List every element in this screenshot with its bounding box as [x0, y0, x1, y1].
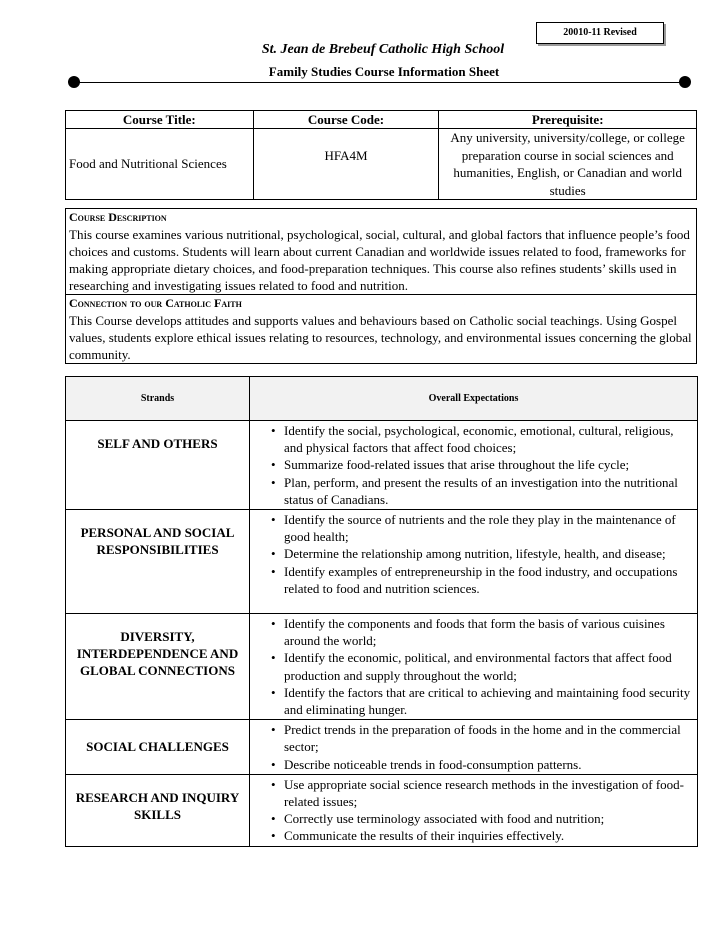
course-info-table — [65, 110, 697, 200]
prerequisite-value: Any university, university/college, or college preparation course in social sciences and humanities, English, or Canadian and world studies — [439, 129, 697, 200]
list-item: • Determine the relationship among nutrition, lifestyle, health, and disease; — [251, 545, 692, 562]
course-code-value: HFA4M — [253, 129, 439, 200]
strands-table — [65, 376, 698, 847]
course-title-label: Course Title: — [66, 111, 254, 129]
table-row — [66, 614, 698, 720]
course-description-cell — [66, 209, 697, 295]
list-item: • Identify the source of nutrients and the role they play in the maintenance of good health; — [251, 511, 692, 545]
course-code-label: Course Code: — [253, 111, 439, 129]
sheet-title: Family Studies Course Information Sheet — [268, 64, 500, 79]
strand-name: SELF AND OTHERS — [66, 421, 250, 510]
expectations-list — [251, 615, 696, 718]
header-divider — [74, 82, 684, 83]
table-row — [66, 510, 698, 614]
prerequisite-label: Prerequisite: — [439, 111, 697, 129]
course-description-heading: Course Description — [69, 210, 167, 224]
course-title-value: Food and Nutritional Sciences — [66, 129, 254, 200]
list-item: • Predict trends in the preparation of foods in the home and in the commercial sector; — [251, 721, 692, 755]
expectations-list — [251, 422, 696, 508]
course-description-text: This course examines various nutritional, psychological, social, cultural, and global factors that influence people’s food choices and customs. Students will learn about current Canadian and worldwide issues related to food, frameworks for making appropriate dietary choices, and food-preparation techniques. This course also refines students’ skills used in researching and investigating issues related to food and nutrition. — [69, 227, 690, 293]
list-item: • Correctly use terminology associated with food and nutrition; — [251, 810, 692, 827]
expectations-cell — [250, 720, 698, 775]
catholic-faith-cell — [66, 295, 697, 364]
strands-header: Strands — [66, 377, 250, 421]
table-row — [66, 720, 698, 775]
list-item: • Identify the economic, political, and environmental factors that affect food production and supply throughout the world; — [251, 649, 692, 683]
expectations-cell — [250, 774, 698, 846]
list-item: • Identify examples of entrepreneurship in the food industry, and occupations related to food and nutrition sciences. — [251, 563, 692, 597]
list-item: • Summarize food-related issues that arise throughout the life cycle; — [251, 456, 692, 473]
description-table — [65, 208, 697, 364]
catholic-faith-heading: Connection to our Catholic Faith — [69, 296, 242, 310]
catholic-faith-text: This Course develops attitudes and supports values and behaviours based on Catholic social teachings. Using Gospel values, students explore ethical issues relating to resources, technology, and environmental issues concerning the global community. — [69, 313, 692, 362]
expectations-cell — [250, 421, 698, 510]
expectations-list — [251, 721, 696, 773]
expectations-header: Overall Expectations — [250, 377, 698, 421]
revision-badge: 20010-11 Revised — [536, 22, 664, 44]
expectations-cell — [250, 614, 698, 720]
strand-name: SOCIAL CHALLENGES — [66, 720, 250, 775]
table-row — [66, 774, 698, 846]
expectations-list — [251, 776, 696, 845]
list-item: • Use appropriate social science research methods in the investigation of food-related issues; — [251, 776, 692, 810]
list-item: • Communicate the results of their inquiries effectively. — [251, 827, 692, 844]
strand-name: DIVERSITY, INTERDEPENDENCE AND GLOBAL CONNECTIONS — [66, 614, 250, 720]
table-row — [66, 421, 698, 510]
list-item: • Identify the factors that are critical to achieving and maintaining food security and eliminating hunger. — [251, 684, 692, 718]
school-name: St. Jean de Brebeuf Catholic High School — [261, 42, 505, 57]
strand-name: RESEARCH AND INQUIRY SKILLS — [66, 774, 250, 846]
expectations-cell — [250, 510, 698, 614]
list-item: • Plan, perform, and present the results of an investigation into the nutritional status of Canadians. — [251, 474, 692, 508]
list-item: • Identify the components and foods that form the basis of various cuisines around the world; — [251, 615, 692, 649]
right-dot-icon — [679, 76, 691, 88]
strand-name: PERSONAL AND SOCIAL RESPONSIBILITIES — [66, 510, 250, 614]
list-item: • Identify the social, psychological, economic, emotional, cultural, religious, and physical factors that affect food choices; — [251, 422, 692, 456]
expectations-list — [251, 511, 696, 597]
list-item: • Describe noticeable trends in food-consumption patterns. — [251, 756, 692, 773]
